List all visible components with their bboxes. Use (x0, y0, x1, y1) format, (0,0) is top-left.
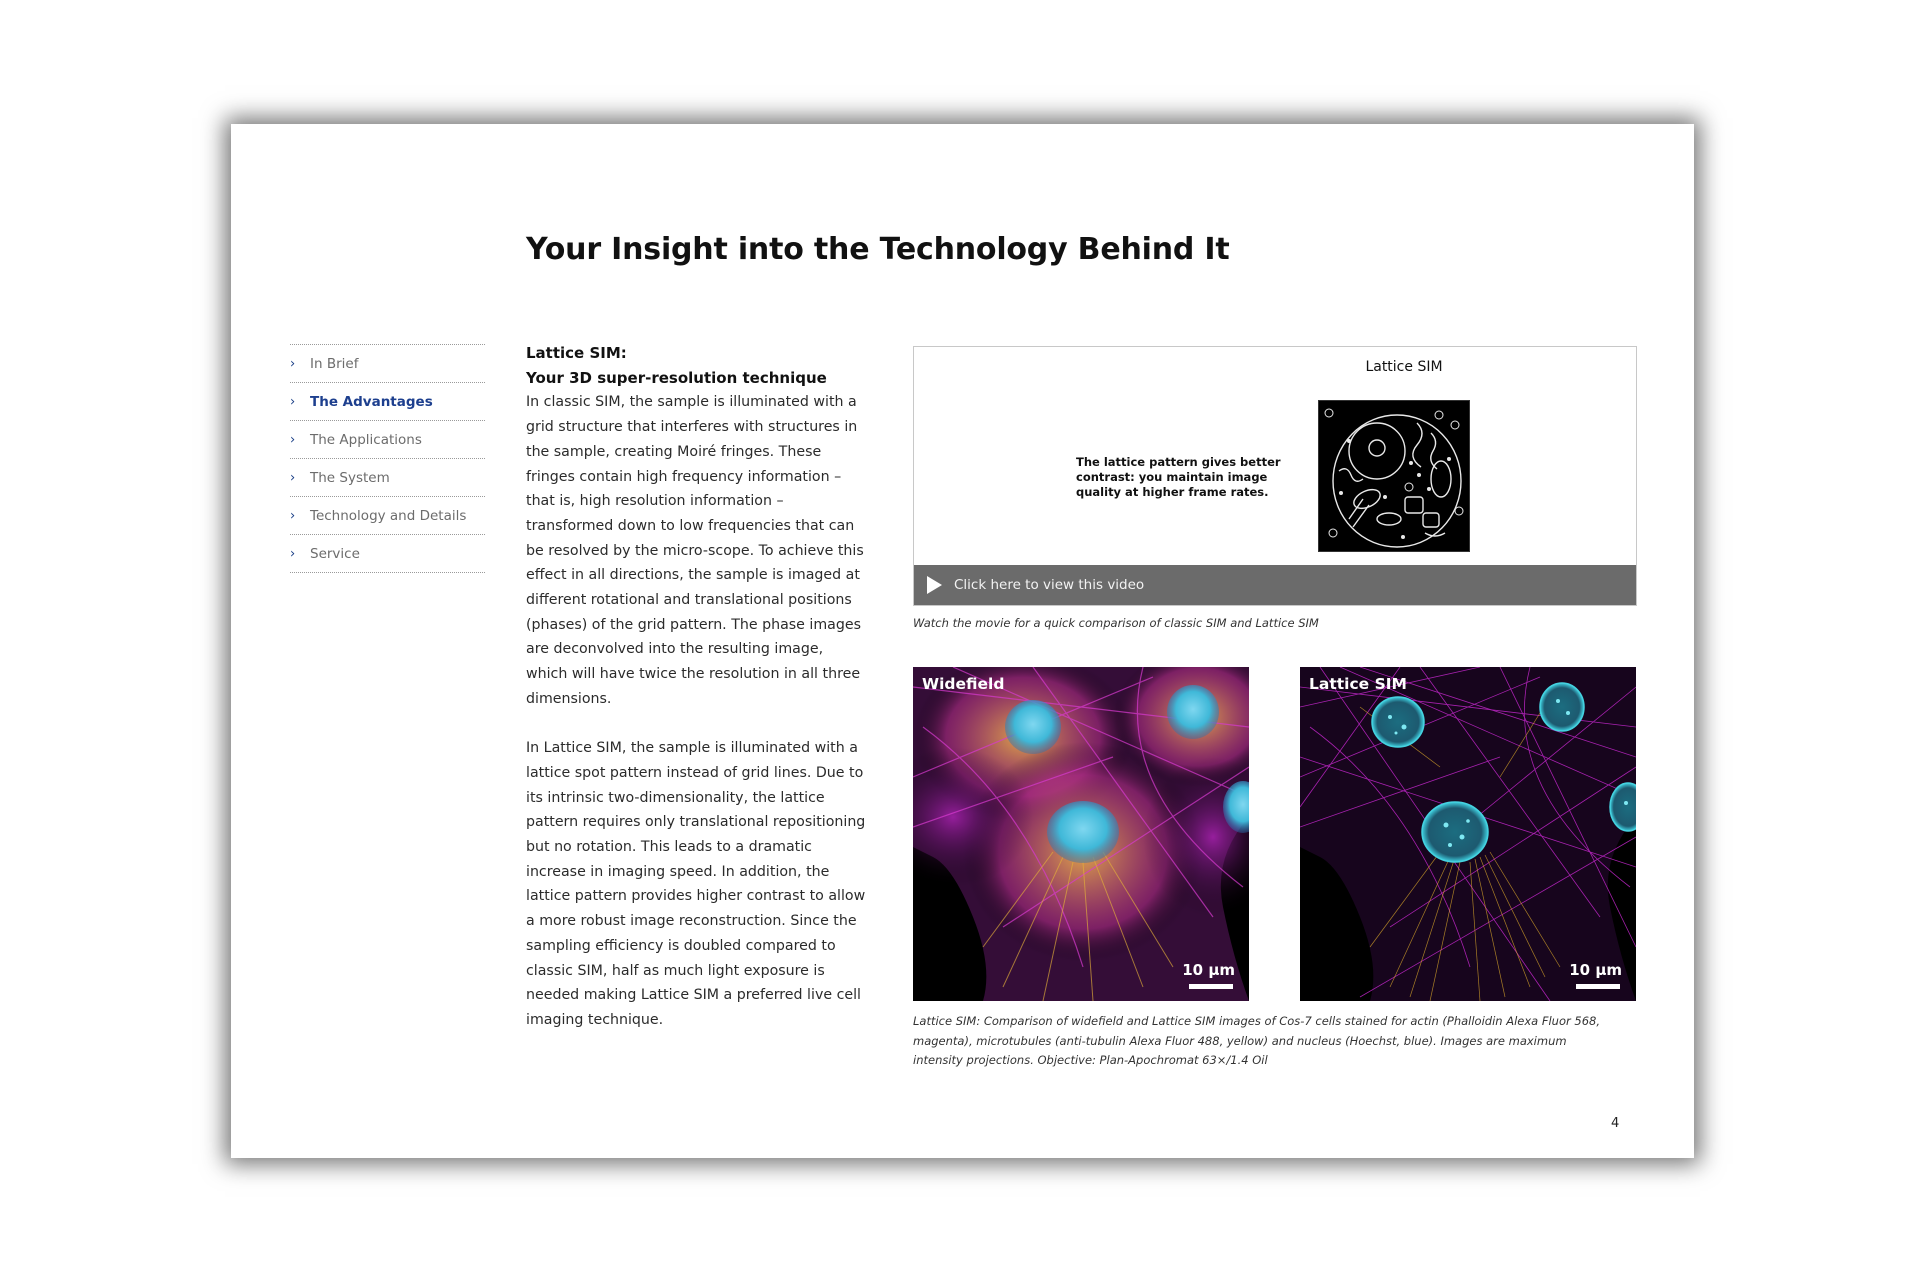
widefield-label: Widefield (922, 675, 1005, 693)
nav-item-label: The Advantages (310, 393, 433, 410)
scale-bar (1189, 984, 1233, 989)
page-title: Your Insight into the Technology Behind It (526, 232, 1230, 267)
chevron-right-icon: › (290, 394, 296, 409)
page-number: 4 (1611, 1116, 1620, 1131)
nav-item-in-brief[interactable] (290, 345, 485, 383)
paragraph-lattice-sim: In Lattice SIM, the sample is illuminated with a lattice spot pattern instead of grid lines. Due to its intrinsic two-dimensionality, the lattice pattern requires only translational repositioning but no rotation. This leads to a dramatic increase in imaging speed. In addition, the lattice pattern provides higher contrast to allow a more robust image reconstruction. Since the sampling efficiency is doubled compared to classic SIM, half as much light exposure is needed making Lattice SIM a preferred live cell imaging technique. (526, 740, 866, 1028)
scale-bar-label: 10 µm (1182, 961, 1235, 979)
nav-item-the-applications[interactable] (290, 421, 485, 459)
nav-item-service[interactable] (290, 535, 485, 573)
scale-bar-label: 10 µm (1569, 961, 1622, 979)
chevron-right-icon: › (290, 546, 296, 561)
nav-item-technology-and-details[interactable] (290, 497, 485, 535)
chevron-right-icon: › (290, 470, 296, 485)
lattice-sim-label: Lattice SIM (1309, 675, 1407, 693)
section-heading: Lattice SIM: (526, 344, 627, 362)
cell-diagram-thumbnail (1318, 400, 1470, 552)
video-player[interactable] (913, 346, 1637, 606)
lattice-sim-micrograph (1300, 667, 1636, 1001)
video-title: Lattice SIM (1365, 359, 1443, 375)
video-poster-caption: The lattice pattern gives better contrast: you maintain image quality at higher frame rates. (1076, 455, 1281, 499)
nav-item-the-advantages[interactable] (290, 383, 485, 421)
widefield-micrograph (913, 667, 1249, 1001)
section-subheading: Your 3D super-resolution technique (526, 368, 827, 387)
figure-caption: Lattice SIM: Comparison of widefield and Lattice SIM images of Cos-7 cells stained for actin (Phalloidin Alexa Fluor 568, magenta), microtubules (anti-tubulin Alexa Fluor 488, yellow) and nucleus (Hoechst, blue). Images are maximum intensity projections. Objective: Plan-Apochromat 63×/1.4 Oil (913, 1014, 1600, 1067)
scale-bar (1576, 984, 1620, 989)
chevron-right-icon: › (290, 432, 296, 447)
document-page (231, 124, 1694, 1158)
video-play-bar[interactable] (914, 565, 1636, 605)
video-note: Watch the movie for a quick comparison of classic SIM and Lattice SIM (913, 616, 1319, 630)
nav-item-label: In Brief (310, 355, 359, 372)
sidebar-nav (290, 344, 485, 573)
chevron-right-icon: › (290, 356, 296, 371)
chevron-right-icon: › (290, 508, 296, 523)
nav-item-label: Service (310, 545, 360, 562)
nav-item-label: The Applications (310, 431, 422, 448)
nav-item-the-system[interactable] (290, 459, 485, 497)
paragraph-classic-sim: In classic SIM, the sample is illuminated with a grid structure that interferes with structures in the sample, creating Moiré fringes. These fringes contain high frequency information – that is, high resolution information – transformed down to low frequencies that can be resolved by the micro-scope. To achieve this effect in all directions, the sample is imaged at different rotational and translational positions (phases) of the grid pattern. The phase images are deconvolved into the resulting image, which will have twice the resolution in all three dimensions. (526, 394, 864, 707)
nav-item-label: Technology and Details (310, 507, 467, 524)
body-text-column (526, 341, 866, 1033)
nav-item-label: The System (310, 469, 390, 486)
video-play-label: Click here to view this video (954, 577, 1145, 593)
play-icon[interactable] (927, 576, 942, 594)
